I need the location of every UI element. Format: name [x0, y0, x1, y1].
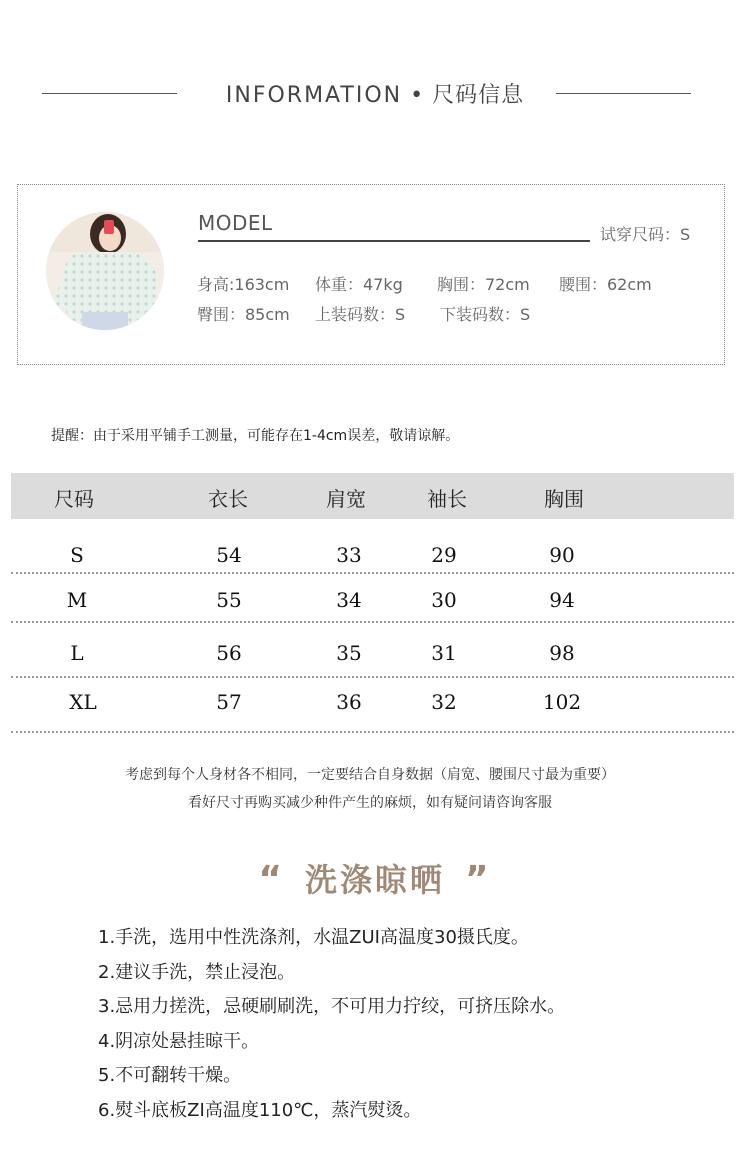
size-table	[11, 473, 734, 733]
cell-shoulder: 33	[336, 543, 362, 567]
cell-bust: 90	[549, 543, 575, 567]
tip-line: 考虑到每个人身材各不相同，一定要结合自身数据（肩宽、腰围尺寸最为重要）	[125, 767, 615, 783]
cell-bust: 102	[542, 690, 582, 714]
table-row	[11, 678, 734, 733]
wash-title	[0, 855, 750, 901]
stat-bottom-size: 下装码数：S	[440, 305, 531, 324]
cell-length: 57	[216, 690, 242, 714]
close-quote: ”	[465, 859, 492, 900]
cell-size: M	[66, 588, 88, 612]
stat-height: 身高:163cm	[197, 275, 290, 294]
header-shoulder: 肩宽	[326, 487, 366, 511]
header-size: 尺码	[54, 487, 94, 511]
cell-shoulder: 36	[336, 690, 362, 714]
stat-hip: 臀围：85cm	[197, 305, 290, 324]
table-row	[11, 519, 734, 574]
cell-size: S	[70, 543, 84, 567]
header-sleeve: 袖长	[427, 487, 467, 511]
title-cn: 尺码信息	[432, 83, 525, 108]
cell-sleeve: 30	[431, 588, 457, 612]
open-quote: “	[258, 859, 285, 900]
cell-size: XL	[69, 690, 97, 714]
cell-sleeve: 32	[431, 690, 457, 714]
cell-sleeve: 31	[431, 641, 457, 665]
cell-shoulder: 35	[336, 641, 362, 665]
page-title	[0, 78, 750, 109]
wash-list	[98, 926, 565, 1133]
cell-bust: 98	[549, 641, 575, 665]
header-bust: 胸围	[544, 487, 584, 511]
size-tips	[0, 761, 740, 817]
table-row	[11, 623, 734, 678]
stat-top-size: 上装码数：S	[315, 305, 406, 324]
stat-waist: 腰围：62cm	[559, 275, 652, 294]
title-en: INFORMATION	[225, 83, 403, 108]
try-size: 试穿尺码：S	[600, 225, 691, 244]
cell-shoulder: 34	[336, 588, 362, 612]
model-underline	[198, 240, 590, 242]
cell-length: 54	[216, 543, 242, 567]
model-avatar	[46, 212, 164, 330]
measurement-note: 提醒：由于采用平铺手工测量，可能存在1-4cm误差，敬请谅解。	[51, 428, 460, 444]
model-label: MODEL	[198, 211, 273, 235]
wash-item: 4.阴凉处悬挂晾干。	[98, 1030, 260, 1052]
cell-length: 56	[216, 641, 242, 665]
title-separator: •	[410, 83, 425, 108]
stat-bust: 胸围：72cm	[437, 275, 530, 294]
wash-item: 3.忌用力搓洗，忌硬刷刷洗，不可用力拧绞，可挤压除水。	[98, 996, 566, 1017]
wash-item: 1.手洗，选用中性洗涤剂，水温ZUI高温度30摄氏度。	[98, 927, 529, 948]
cell-size: L	[70, 641, 84, 665]
wash-title-text: 洗涤晾晒	[304, 861, 445, 899]
wash-item: 5.不可翻转干燥。	[98, 1065, 242, 1086]
table-row	[11, 574, 734, 623]
model-photo	[46, 212, 164, 330]
wash-item: 2.建议手洗，禁止浸泡。	[98, 961, 296, 983]
table-header	[11, 473, 734, 519]
stat-weight: 体重：47kg	[315, 275, 403, 294]
header-length: 衣长	[208, 487, 248, 511]
cell-sleeve: 29	[431, 543, 457, 567]
tip-line: 看好尺寸再购买减少种件产生的麻烦，如有疑问请咨询客服	[188, 795, 552, 811]
cell-length: 55	[216, 588, 242, 612]
wash-item: 6.熨斗底板ZI高温度110℃，蒸汽熨烫。	[98, 1099, 422, 1121]
cell-bust: 94	[549, 588, 575, 612]
